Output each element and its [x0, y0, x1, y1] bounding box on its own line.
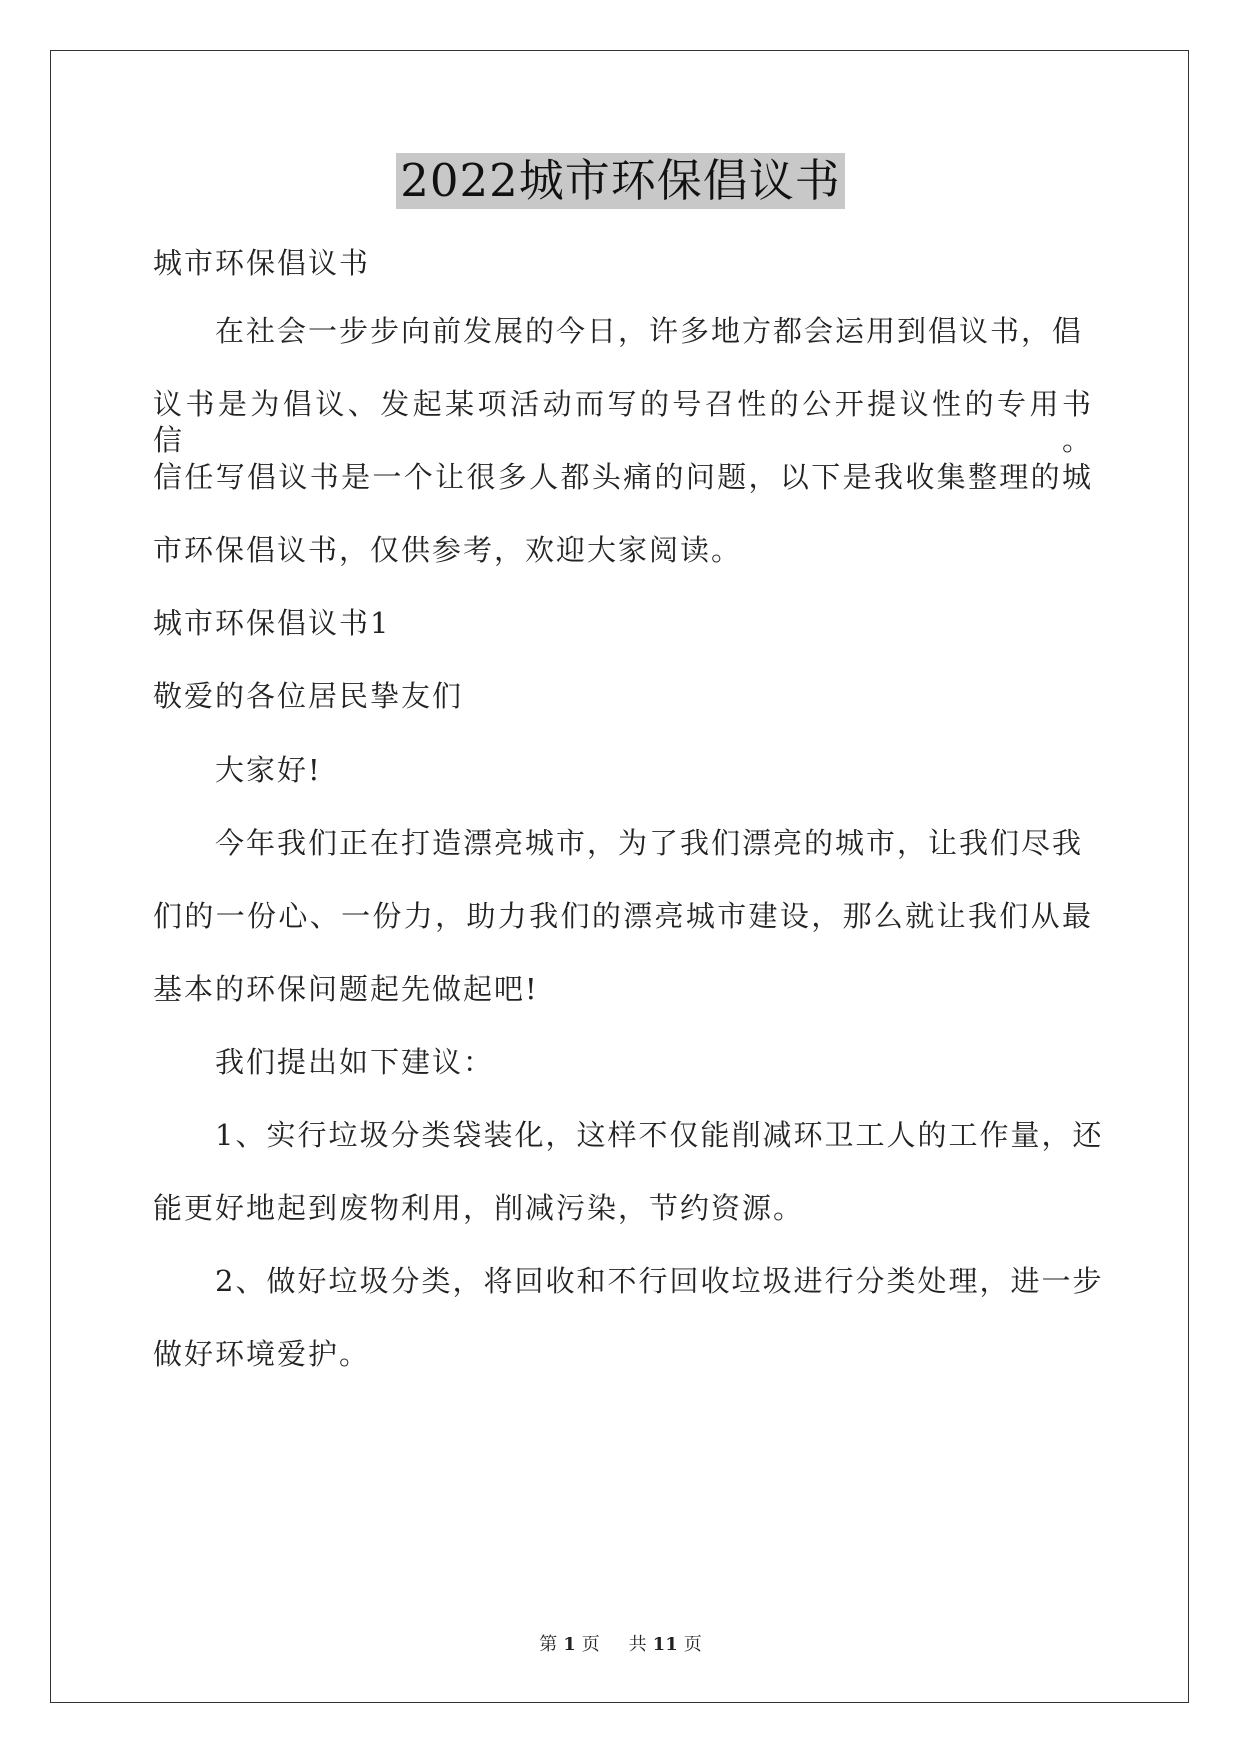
item-1-line-2: 能更好地起到废物利用，削减污染，节约资源。: [153, 1191, 805, 1225]
title-container: [0, 153, 1241, 209]
intro-line-4: 市环保倡议书，仅供参考，欢迎大家阅读。: [153, 533, 743, 567]
suggestion-intro: 我们提出如下建议：: [215, 1045, 495, 1079]
intro-line-2: 议书是为倡议、发起某项活动而写的号召性的公开提议性的专用书信。: [153, 387, 1093, 457]
page-prefix: 第: [539, 1634, 558, 1655]
page-number: 1: [563, 1634, 576, 1655]
intro-line-3: 信任写倡议书是一个让很多人都头痛的问题，以下是我收集整理的城: [153, 460, 1093, 494]
page-total: 11: [652, 1634, 678, 1655]
paragraph-1-line-3: 基本的环保问题起先做起吧!: [153, 972, 539, 1006]
item-2-line-2: 做好环境爱护。: [153, 1337, 371, 1371]
page-suffix: 页: [581, 1634, 600, 1655]
total-suffix: 页: [683, 1634, 702, 1655]
salutation: 敬爱的各位居民挚友们: [153, 679, 464, 713]
page-footer: [0, 1630, 1241, 1656]
paragraph-1-line-1: 今年我们正在打造漂亮城市，为了我们漂亮的城市，让我们尽我: [215, 826, 1084, 860]
greeting: 大家好!: [215, 753, 322, 787]
page-border: [50, 50, 1189, 1703]
intro-line-1: 在社会一步步向前发展的今日，许多地方都会运用到倡议书，倡: [215, 314, 1084, 348]
document-title: 2022城市环保倡议书: [396, 153, 845, 209]
item-2-line-1: 2、做好垃圾分类，将回收和不行回收垃圾进行分类处理，进一步: [215, 1264, 1104, 1298]
section-heading: 城市环保倡议书1: [153, 606, 391, 640]
total-prefix: 共: [628, 1634, 647, 1655]
paragraph-1-line-2: 们的一份心、一份力，助力我们的漂亮城市建设，那么就让我们从最: [153, 899, 1093, 933]
item-1-line-1: 1、实行垃圾分类袋装化，这样不仅能削减环卫工人的工作量，还: [215, 1118, 1104, 1152]
subtitle: 城市环保倡议书: [153, 246, 371, 280]
